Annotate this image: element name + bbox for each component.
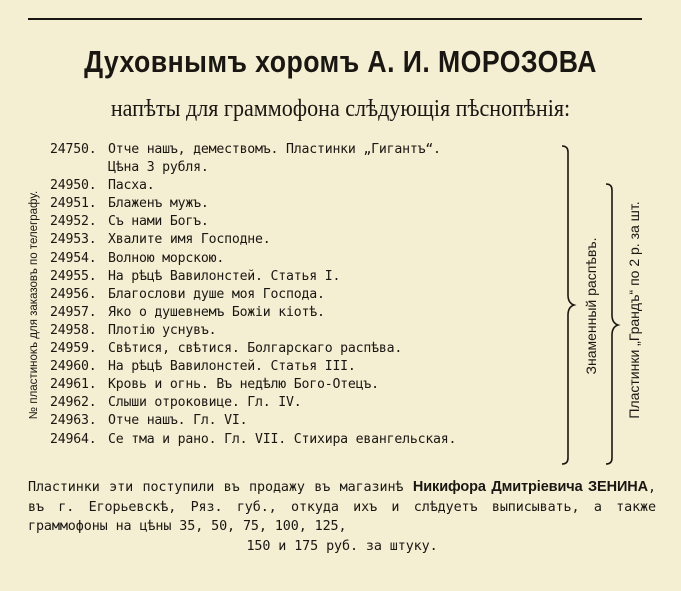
hymn-title: Плотiю уснувъ. bbox=[108, 322, 217, 338]
hymn-title: Благослови душе моя Господа. bbox=[108, 286, 325, 302]
catalog-number: 24963. bbox=[50, 413, 97, 429]
footer-part-1: Пластинки эти поступили въ продажу въ магазинѣ bbox=[28, 480, 404, 495]
footer-part-3: 150 и 175 руб. за штуку. bbox=[246, 538, 438, 554]
merchant-name: Никифора Дмитрiевича ЗЕНИНА bbox=[412, 479, 649, 495]
hymn-title: Хвалите имя Господне. bbox=[108, 232, 271, 248]
catalog-number: 24960. bbox=[50, 359, 97, 375]
catalog-number: 24958. bbox=[50, 322, 97, 338]
page-title: Духовнымъ хоромъ А. И. МОРОЗОВА bbox=[84, 44, 597, 79]
catalog-number: 24961. bbox=[50, 377, 97, 393]
hymn-title: Се тма и рано. Гл. VII. Стихира евангельская. bbox=[108, 431, 457, 447]
list-item bbox=[50, 268, 570, 286]
hymn-title: Блаженъ мужъ. bbox=[108, 196, 209, 212]
catalog-number: 24750. bbox=[50, 142, 97, 157]
catalog-number: 24959. bbox=[50, 341, 97, 357]
chant-label-text: Знаменный распѣвъ. bbox=[583, 237, 599, 375]
chant-label bbox=[580, 150, 602, 462]
list-item bbox=[50, 177, 570, 195]
hymn-title: Отче нашъ. Гл. VI. bbox=[108, 413, 248, 429]
grand-label bbox=[622, 150, 646, 470]
hymn-title: Съ нами Богъ. bbox=[108, 214, 209, 230]
hymn-title: Свѣтися, свѣтися. Болгарскаго распѣва. bbox=[108, 341, 403, 357]
list-item bbox=[50, 431, 570, 449]
catalog-number: 24955. bbox=[50, 268, 97, 284]
footer-part-2: , въ г. Егорьевскѣ, Ряз. губ., откуда ихъ и слѣдуетъ выписывать, а также граммофоны на цѣны 35, 50, 75, 100, 125, bbox=[28, 480, 656, 534]
list-item bbox=[50, 376, 570, 394]
list-item bbox=[50, 394, 570, 412]
list-item bbox=[50, 250, 570, 268]
grand-brace bbox=[606, 184, 618, 464]
recordings-list bbox=[50, 141, 570, 449]
catalog-number: 24957. bbox=[50, 304, 97, 320]
list-item bbox=[50, 322, 570, 340]
list-item bbox=[50, 340, 570, 358]
list-item bbox=[50, 304, 570, 322]
list-item bbox=[50, 231, 570, 249]
list-item bbox=[50, 412, 570, 430]
list-item bbox=[50, 213, 570, 231]
catalog-number: 24952. bbox=[50, 214, 97, 230]
hymn-title: На рѣцѣ Вавилонстей. Статья III. bbox=[108, 359, 356, 375]
catalog-number: 24956. bbox=[50, 286, 97, 302]
order-number-caption bbox=[22, 140, 46, 470]
hymn-title: Яко о душевнемъ Божiи кiотѣ. bbox=[108, 304, 325, 320]
hymn-title: На рѣцѣ Вавилонстей. Статья I. bbox=[108, 268, 341, 284]
grand-label-text: Пластинки „Грандъ“ по 2 р. за шт. bbox=[626, 201, 642, 419]
hymn-title: Волною морскою. bbox=[108, 250, 225, 266]
hymn-title: Пасха. bbox=[108, 178, 155, 194]
catalog-number: 24962. bbox=[50, 395, 97, 411]
order-number-caption-text: № пластинокъ для заказовъ по телеграфу. bbox=[28, 190, 40, 420]
catalog-number: 24954. bbox=[50, 250, 97, 266]
catalog-number: 24953. bbox=[50, 232, 97, 248]
list-item bbox=[50, 195, 570, 213]
list-item bbox=[50, 358, 570, 376]
catalog-number: 24951. bbox=[50, 196, 97, 212]
hymn-title: Кровь и огнь. Въ недѣлю Бого-Отецъ. bbox=[108, 377, 379, 393]
hymn-title: Отче нашъ, демествомъ. Пластинки „Гигантъ“. bbox=[108, 142, 441, 157]
catalog-number: 24964. bbox=[50, 431, 97, 447]
list-item bbox=[50, 286, 570, 304]
footer-note bbox=[28, 478, 656, 556]
page-subtitle: напѣты для граммофона слѣдующія пѣснопѣнія: bbox=[110, 96, 571, 122]
top-rule bbox=[28, 18, 642, 20]
hymn-title: Слыши отроковице. Гл. IV. bbox=[108, 395, 302, 411]
catalog-number: 24950. bbox=[50, 178, 97, 194]
price-note: Цѣна 3 рубля. bbox=[108, 160, 209, 176]
list-item bbox=[50, 141, 570, 159]
